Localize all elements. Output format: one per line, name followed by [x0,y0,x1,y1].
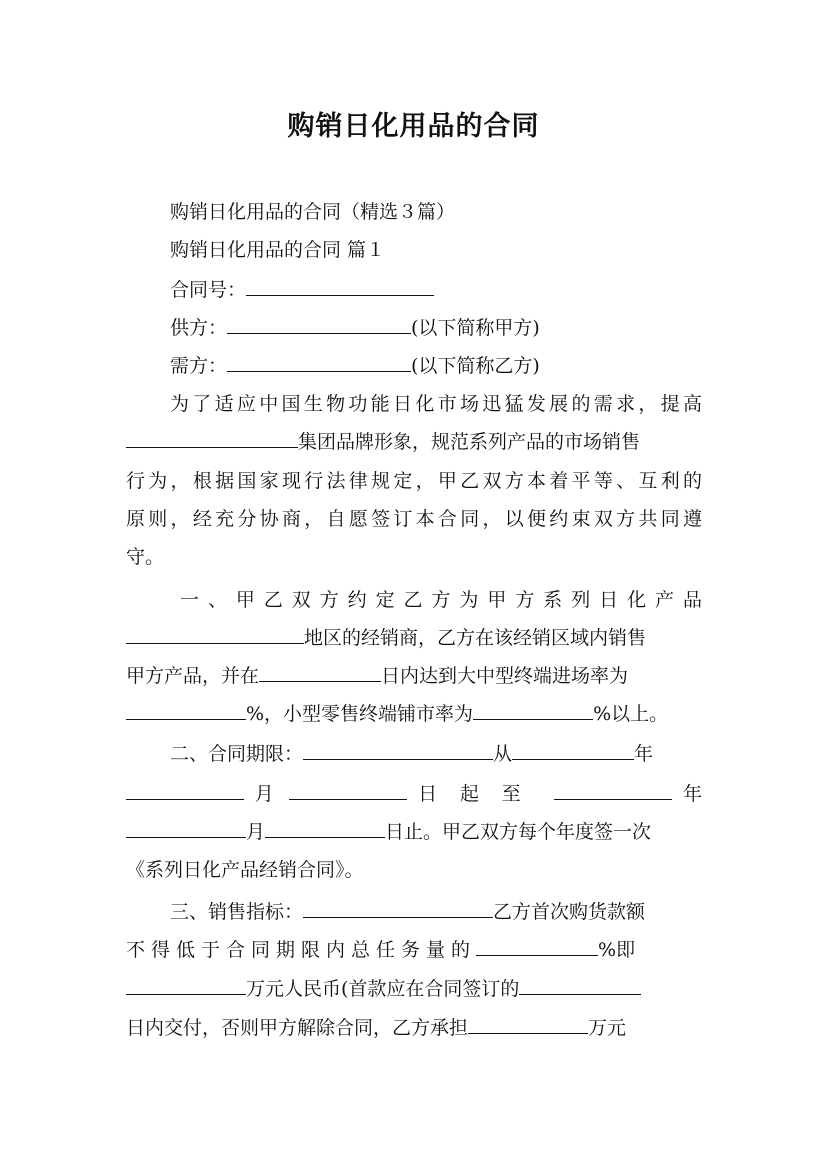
section-2-line [126,782,702,806]
buyer-blank [227,354,411,372]
end-month-blank [126,820,246,838]
section-3-text: %即 [598,939,636,961]
buyer-alias: (以下简称乙方) [411,355,540,377]
section-1-line [126,664,702,688]
section-2-text: 从 [493,743,513,765]
section-1-line [126,626,702,650]
section-3-text: 三、销售指标： [170,901,304,923]
end-day-blank [265,820,385,838]
section-3-line [170,900,702,924]
section-1-text: %以上。 [593,703,669,725]
section-2-text: 月 [246,821,266,843]
section-3-line [126,977,702,1001]
percent-blank [476,938,598,956]
first-order-blank [303,900,493,918]
section-3-text: 乙方首次购货款额 [493,901,646,923]
section-1-text: 地区的经销商，乙方在该经销区域内销售 [304,627,647,649]
start-month-blank [126,782,244,800]
contract-no-line [170,278,702,302]
section-1-text: 甲方产品，并在 [126,665,260,687]
section-1-line [126,702,702,726]
penalty-blank [468,1016,588,1034]
section-3-text: 万元人民币(首款应在合同签订的 [246,978,520,1000]
start-day-blank [289,782,407,800]
supplier-blank [227,316,411,334]
buyer-line [170,354,702,378]
section-1-line: 一、甲乙双方约定乙方为甲方系列日化产品 [180,589,702,611]
region-blank [126,626,304,644]
brand-blank [126,430,298,448]
section-2-text: 日起至 [418,783,544,805]
contract-no-blank [246,278,434,296]
section-2-text: 月 [254,783,279,805]
buyer-label: 需方： [170,355,228,377]
supplier-alias: (以下简称甲方) [411,317,540,339]
subtitle-line: 购销日化用品的合同（精选３篇） [170,201,456,223]
paragraph-line: 为了适应中国生物功能日化市场迅猛发展的需求，提高 [170,393,702,415]
days-blank [259,664,381,682]
paragraph-line: 原则，经充分协商，自愿签订本合同，以便约束双方共同遵 [126,508,702,530]
section-3-text: 不得低于合同期限内总任务量的 [126,939,477,961]
document-title: 购销日化用品的合同 [287,111,540,142]
section-2-line: 《系列日化产品经销合同》。 [126,859,364,881]
entry-rate-blank [126,702,246,720]
supplier-line [170,316,702,340]
supplier-label: 供方： [170,317,228,339]
coverage-rate-blank [473,702,593,720]
term-blank [303,742,493,760]
paragraph-text: 集团品牌形象，规范系列产品的市场销售 [298,431,641,453]
section-2-text: 年 [634,743,654,765]
section-3-line [126,938,702,962]
paragraph-line [126,430,702,454]
section-3-line [126,1016,702,1040]
part-heading: 购销日化用品的合同 篇１ [170,239,386,261]
section-2-line [170,742,702,766]
section-1-text: 日内达到大中型终端进场率为 [381,665,629,687]
section-2-text: 二、合同期限： [170,743,304,765]
section-3-text: 日内交付，否则甲方解除合同，乙方承担 [126,1017,469,1039]
paragraph-line: 行为，根据国家现行法律规定，甲乙双方本着平等、互利的 [126,470,702,492]
start-year-blank [512,742,634,760]
amount-blank [126,977,246,995]
section-2-text: 日止。甲乙双方每个年度签一次 [385,821,652,843]
contract-no-label: 合同号： [170,279,247,301]
end-year-blank [554,782,672,800]
paragraph-line: 守。 [126,546,165,568]
section-3-text: 万元 [588,1017,627,1039]
section-1-text: %，小型零售终端铺市率为 [246,703,474,725]
payment-days-blank [519,977,641,995]
section-2-text: 年 [682,783,702,805]
section-2-line [126,820,702,844]
